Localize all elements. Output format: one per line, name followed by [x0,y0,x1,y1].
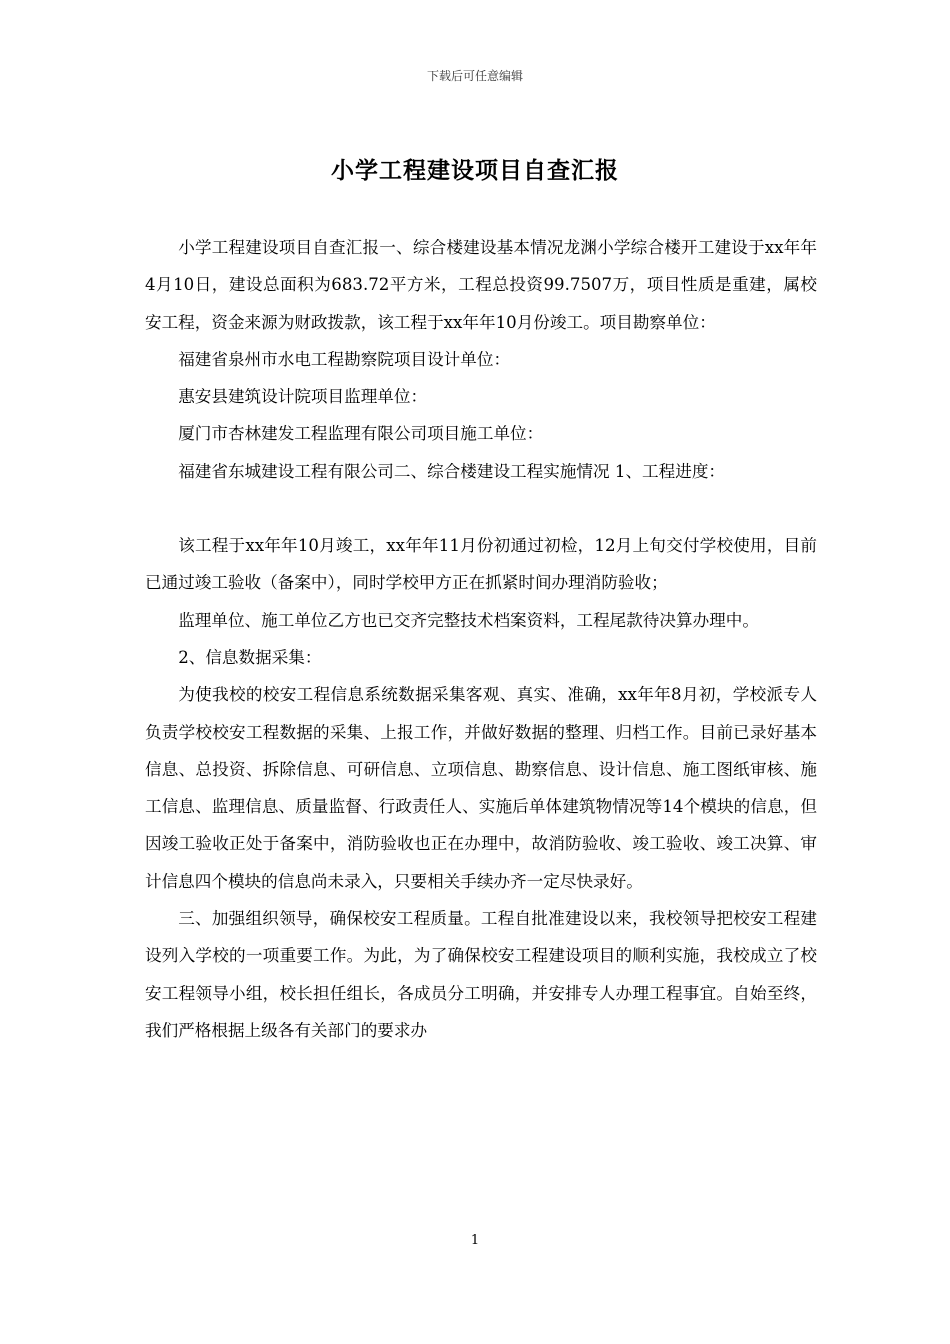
paragraph-progress: 该工程于xx年年10月竣工，xx年年11月份初通过初检，12月上旬交付学校使用，目前已通过竣工验收（备案中），同时学校甲方正在抓紧时间办理消防验收； [145,536,817,593]
paragraph-construction-unit: 福建省东城建设工程有限公司二、综合楼建设工程实施情况 1、工程进度： [178,461,726,481]
page-header: 下载后可任意编辑 [426,69,523,83]
paragraph-data-collection: 为使我校的校安工程信息系统数据采集客观、真实、准确，xx年年8月初，学校派专人负责学校校安工程数据的采集、上报工作，并做好数据的整理、归档工作。目前已录好基本信息、总投资、拆除信息、可研信息、立项信息、勘察信息、设计信息、施工图纸审核、施工信息、监理信息、质量监督、行政责任人、实施后单体建筑物情况等14个模块的信息，但因竣工验收正处于备案中，消防验收也正在办理中，故消防验收、竣工验收、竣工决算、审计信息四个模块的信息尚未录入，只要相关手续办齐一定尽快录好。 [145,685,817,891]
paragraph-archives: 监理单位、施工单位乙方也已交齐完整技术档案资料，工程尾款待决算办理中。 [178,610,759,630]
paragraph-supervision-unit: 厦门市杏林建发工程监理有限公司项目施工单位： [178,424,544,444]
paragraph-overview: 小学工程建设项目自查汇报一、综合楼建设基本情况龙渊小学综合楼开工建设于xx年年4月10日，建设总面积为683.72平方米，工程总投资99.7507万，项目性质是重建，属校安工程，资金来源为财政拨款，该工程于xx年年10月份竣工。项目勘察单位： [145,238,817,332]
paragraph-design-unit: 惠安县建筑设计院项目监理单位： [178,387,428,407]
document-title: 小学工程建设项目自查汇报 [331,157,619,184]
paragraph-survey-unit: 福建省泉州市水电工程勘察院项目设计单位： [178,349,511,369]
paragraph-organization: 三、加强组织领导，确保校安工程质量。工程自批准建设以来，我校领导把校安工程建设列入学校的一项重要工作。为此，为了确保校安工程建设项目的顺利实施，我校成立了校安工程领导小组，校长担任组长，各成员分工明确，并安排专人办理工程事宜。自始至终，我们严格根据上级各有关部门的要求办 [145,909,817,1040]
page-number: 1 [470,1233,480,1248]
document-body [145,229,817,1049]
paragraph-data-heading: 2、信息数据采集： [178,647,322,667]
